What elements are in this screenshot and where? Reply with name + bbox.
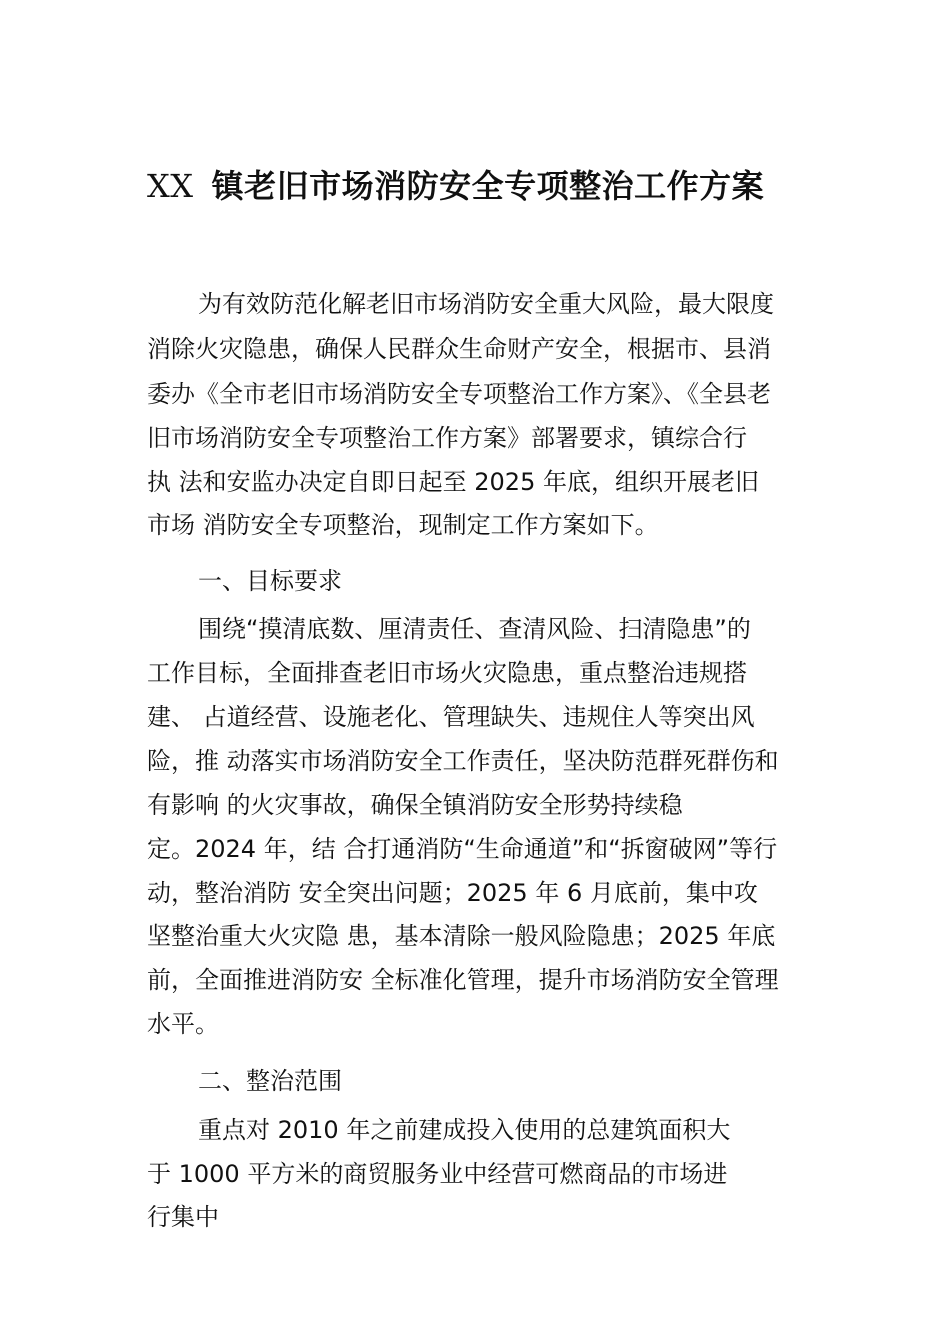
paragraph-line: 于 1000 平方米的商贸服务业中经营可燃商品的市场进 bbox=[147, 1160, 728, 1188]
paragraph-line: 委办《全市老旧市场消防安全专项整治工作方案》、《全县老 bbox=[147, 380, 771, 408]
paragraph-line: 水平。 bbox=[147, 1010, 219, 1038]
paragraph-line: 坚整治重大火灾隐 患，基本清除一般风险隐患；2025 年底 bbox=[147, 922, 776, 950]
paragraph-line: 行集中 bbox=[147, 1203, 219, 1231]
paragraph-line: 险，推 动落实市场消防安全工作责任，坚决防范群死群伤和 bbox=[147, 747, 779, 775]
paragraph-line: 建、 占道经营、设施老化、管理缺失、违规住人等突出风 bbox=[147, 703, 755, 731]
section-heading: 二、整治范围 bbox=[198, 1067, 342, 1095]
paragraph-line: 工作目标，全面排查老旧市场火灾隐患，重点整治违规搭 bbox=[147, 659, 747, 687]
paragraph-line: 动，整治消防 安全突出问题；2025 年 6 月底前，集中攻 bbox=[147, 879, 758, 907]
paragraph-line: 旧市场消防安全专项整治工作方案》部署要求，镇综合行 bbox=[147, 424, 747, 452]
paragraph-line: 定。2024 年，结 合打通消防“生命通道”和“拆窗破网”等行 bbox=[147, 835, 778, 863]
paragraph-line: 市场 消防安全专项整治，现制定工作方案如下。 bbox=[147, 511, 659, 539]
paragraph-line: 围绕“摸清底数、厘清责任、查清风险、扫清隐患”的 bbox=[198, 615, 751, 643]
paragraph-line: 有影响 的火灾事故，确保全镇消防安全形势持续稳 bbox=[147, 791, 683, 819]
paragraph-line: 为有效防范化解老旧市场消防安全重大风险，最大限度 bbox=[198, 290, 774, 318]
paragraph-line: 执 法和安监办决定自即日起至 2025 年底，组织开展老旧 bbox=[147, 468, 759, 496]
title-prefix: XX bbox=[147, 167, 194, 205]
paragraph-line: 消除火灾隐患，确保人民群众生命财产安全，根据市、县消 bbox=[147, 335, 771, 363]
page-title bbox=[147, 162, 764, 210]
title-text: 镇老旧市场消防安全专项整治工作方案 bbox=[211, 167, 765, 205]
paragraph-line: 重点对 2010 年之前建成投入使用的总建筑面积大 bbox=[198, 1116, 731, 1144]
section-heading: 一、目标要求 bbox=[198, 567, 342, 595]
paragraph-line: 前，全面推进消防安 全标准化管理，提升市场消防安全管理 bbox=[147, 966, 779, 994]
